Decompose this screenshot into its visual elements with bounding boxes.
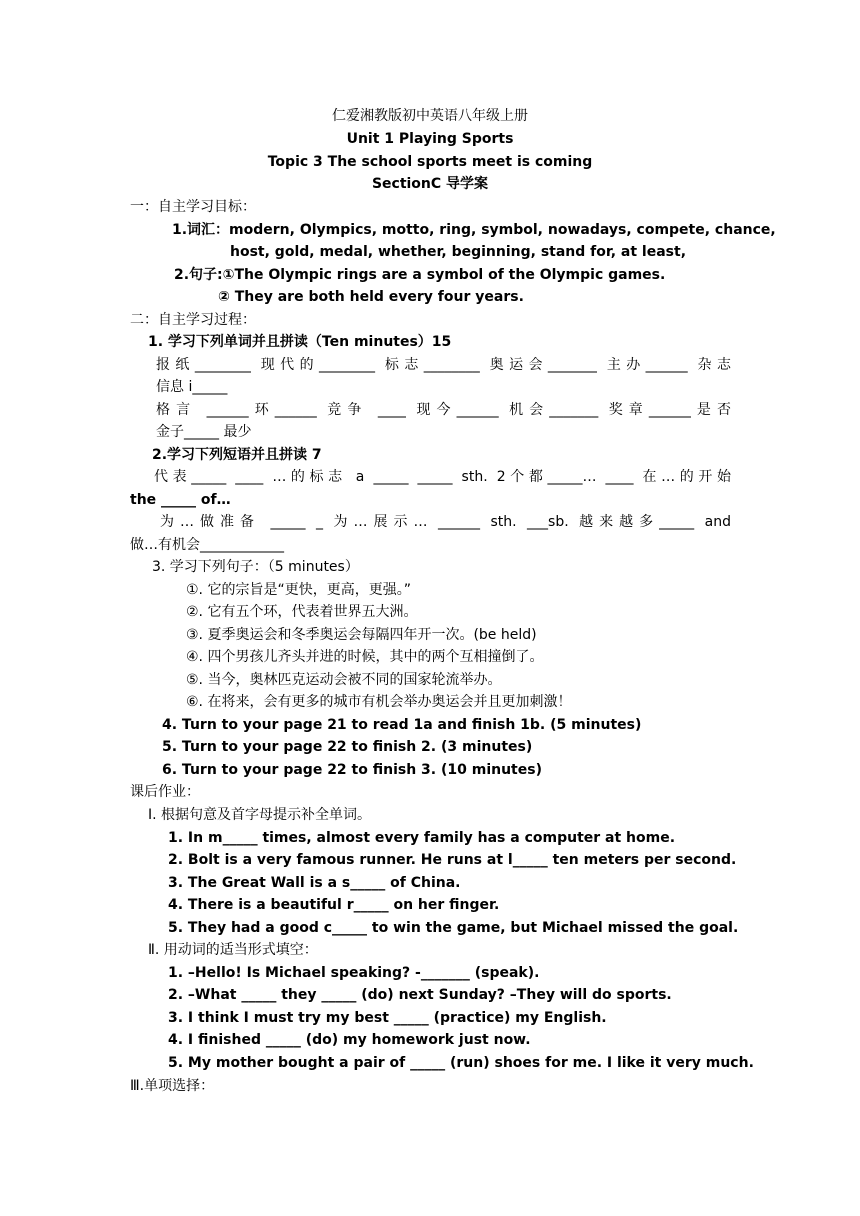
word-blank-line-2: 信息 i_____ xyxy=(156,379,228,395)
document-title: 仁爱湘教版初中英语八年级上册 xyxy=(332,108,528,124)
section-title: SectionC 导学案 xyxy=(371,176,489,192)
sentence-item: ①. 它的宗旨是“更快，更高，更强。” xyxy=(186,582,411,598)
goals-heading: 一：自主学习目标： xyxy=(130,199,256,215)
phrase-blank-line-4: 做…有机会____________ xyxy=(130,537,284,553)
goal-sentence-1: 2.句子:①The Olympic rings are a symbol of the Olympic games. xyxy=(174,267,666,283)
sentence-item: ③. 夏季奥运会和冬季奥运会每隔四年开一次。(be held) xyxy=(186,627,537,643)
exercise-item: 4. There is a beautiful r_____ on her finger. xyxy=(168,897,500,913)
process-step-6: 6. Turn to your page 22 to finish 3. (10 minutes) xyxy=(162,762,542,778)
homework-heading: 课后作业： xyxy=(130,784,200,800)
process-step-4: 4. Turn to your page 21 to read 1a and finish 1b. (5 minutes) xyxy=(162,717,642,733)
goal-sentence-2: ② They are both held every four years. xyxy=(218,289,524,305)
phrase-blank-line-2: the _____ of… xyxy=(130,492,231,508)
phrase-blank-line-3: 为…做准备 _____ _ 为…展示… ______ sth. ___sb. 越来越多_____ and xyxy=(160,514,731,530)
exercise-2-title: Ⅱ. 用动词的适当形式填空： xyxy=(148,942,318,958)
exercise-item: 3. The Great Wall is a s_____ of China. xyxy=(168,875,461,891)
exercise-1-title: Ⅰ. 根据句意及首字母提示补全单词。 xyxy=(148,807,372,823)
word-blank-line-1: 报纸________ 现代的________ 标志________ 奥运会_______ 主办______ 杂志 xyxy=(156,357,731,373)
exercise-item: 5. They had a good c_____ to win the game, but Michael missed the goal. xyxy=(168,920,739,936)
sentence-item: ④. 四个男孩儿齐头并进的时候，其中的两个互相撞倒了。 xyxy=(186,649,544,665)
process-step-1-title: 1. 学习下列单词并且拼读（Ten minutes）15 xyxy=(148,334,452,350)
phrase-blank-line-1: 代表_____ ____ …的标志 a _____ _____ sth. 2个都_____… ____ 在…的开始 xyxy=(154,469,731,485)
exercise-3-title: Ⅲ.单项选择： xyxy=(130,1078,215,1094)
sentence-item: ⑤. 当今，奥林匹克运动会被不同的国家轮流举办。 xyxy=(186,672,502,688)
exercise-item: 3. I think I must try my best _____ (practice) my English. xyxy=(168,1010,607,1026)
exercise-item: 5. My mother bought a pair of _____ (run) shoes for me. I like it very much. xyxy=(168,1055,754,1071)
process-heading: 二：自主学习过程： xyxy=(130,312,256,328)
unit-title: Unit 1 Playing Sports xyxy=(346,131,514,147)
topic-title: Topic 3 The school sports meet is coming xyxy=(267,154,593,170)
sentence-item: ⑥. 在将来，会有更多的城市有机会举办奥运会并且更加刺激！ xyxy=(186,694,572,710)
word-blank-line-4: 金子_____ 最少 xyxy=(156,424,252,440)
exercise-item: 4. I finished _____ (do) my homework just now. xyxy=(168,1032,531,1048)
vocab-line-1: 1.词汇：modern, Olympics, motto, ring, symbol, nowadays, compete, chance, xyxy=(172,222,776,238)
sentence-item: ②. 它有五个环，代表着世界五大洲。 xyxy=(186,604,418,620)
word-blank-line-3: 格言 ______环______ 竞争 ____ 现今______ 机会_______ 奖章______是否 xyxy=(156,402,731,418)
process-step-2-title: 2.学习下列短语并且拼读 7 xyxy=(152,447,322,463)
process-step-5: 5. Turn to your page 22 to finish 2. (3 minutes) xyxy=(162,739,533,755)
exercise-item: 1. –Hello! Is Michael speaking? -_______ (speak). xyxy=(168,965,540,981)
exercise-item: 1. In m_____ times, almost every family has a computer at home. xyxy=(168,830,676,846)
process-step-3-title: 3. 学习下列句子：（5 minutes） xyxy=(152,559,359,575)
vocab-line-2: host, gold, medal, whether, beginning, stand for, at least, xyxy=(230,244,687,260)
exercise-item: 2. –What _____ they _____ (do) next Sunday? –They will do sports. xyxy=(168,987,672,1003)
exercise-item: 2. Bolt is a very famous runner. He runs at l_____ ten meters per second. xyxy=(168,852,737,868)
